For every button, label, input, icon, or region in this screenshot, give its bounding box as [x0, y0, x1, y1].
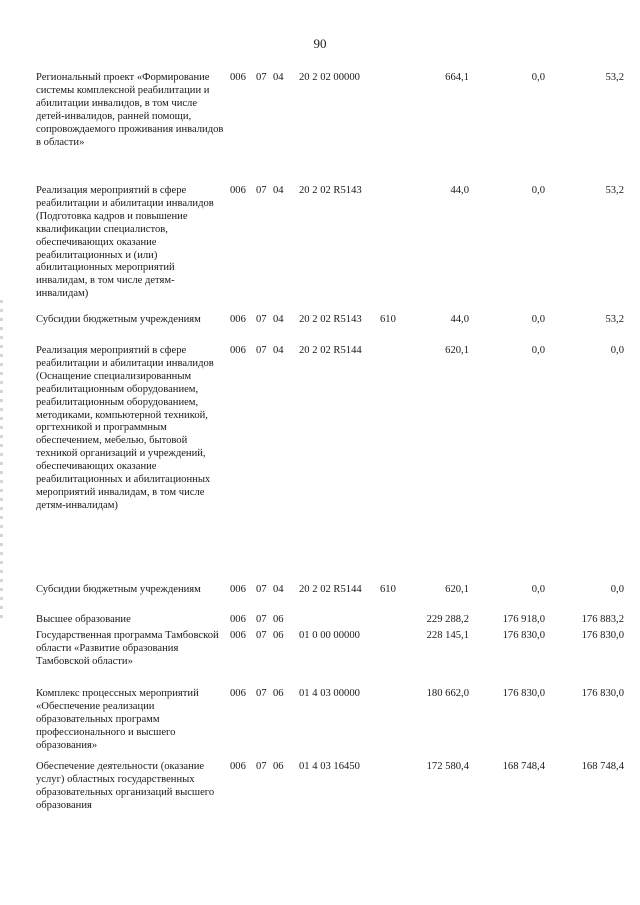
- row-value-year-1: 620,1: [445, 345, 469, 356]
- row-section-code: 07: [256, 72, 267, 83]
- row-ministry-code: 006: [230, 761, 246, 772]
- row-subsection-code: 04: [273, 185, 284, 196]
- row-section-code: 07: [256, 630, 267, 641]
- row-section-code: 07: [256, 761, 267, 772]
- row-name: Государственная программа Тамбовской области «Развитие образования Тамбовской области»: [36, 630, 219, 667]
- row-target-code: 01 4 03 00000: [299, 688, 360, 699]
- row-subsection-code: 04: [273, 72, 284, 83]
- row-subsection-code: 06: [273, 688, 284, 699]
- row-target-code: 20 2 02 R5143: [299, 185, 362, 196]
- row-value-year-1: 229 288,2: [426, 614, 469, 625]
- row-value-year-2: 0,0: [531, 185, 545, 196]
- row-value-year-2: 176 830,0: [502, 688, 545, 699]
- row-value-year-2: 0,0: [531, 314, 545, 325]
- row-subsection-code: 06: [273, 761, 284, 772]
- row-name: Реализация мероприятий в сфере реабилитации и абилитации инвалидов (Подготовка кадров и повышение квалификации специалистов, обеспечивающих оказание реабилитационных и (или) абилитационных мероприятий инвалидам, в том числе детям-инвалидам): [36, 185, 214, 300]
- scan-edge-marks: [0, 300, 3, 620]
- row-section-code: 07: [256, 185, 267, 196]
- row-value-year-2: 176 918,0: [502, 614, 545, 625]
- row-value-year-1: 620,1: [445, 584, 469, 595]
- row-target-code: 01 0 00 00000: [299, 630, 360, 641]
- row-subsection-code: 04: [273, 345, 284, 356]
- row-value-year-1: 172 580,4: [426, 761, 469, 772]
- row-expense-type: 610: [380, 314, 396, 325]
- row-ministry-code: 006: [230, 345, 246, 356]
- row-section-code: 07: [256, 345, 267, 356]
- row-value-year-3: 53,2: [605, 314, 624, 325]
- row-section-code: 07: [256, 584, 267, 595]
- row-name: Высшее образование: [36, 614, 131, 625]
- row-subsection-code: 04: [273, 584, 284, 595]
- row-value-year-1: 44,0: [450, 314, 469, 325]
- row-target-code: 01 4 03 16450: [299, 761, 360, 772]
- row-section-code: 07: [256, 314, 267, 325]
- row-name: Обеспечение деятельности (оказание услуг) областных государственных образовательных организаций высшего образования: [36, 761, 215, 811]
- row-target-code: 20 2 02 R5144: [299, 345, 362, 356]
- row-target-code: 20 2 02 R5143: [299, 314, 362, 325]
- row-target-code: 20 2 02 R5144: [299, 584, 362, 595]
- page-number: 90: [313, 36, 327, 51]
- row-value-year-3: 0,0: [610, 584, 624, 595]
- row-ministry-code: 006: [230, 314, 246, 325]
- row-ministry-code: 006: [230, 614, 246, 625]
- row-target-code: 20 2 02 00000: [299, 72, 360, 83]
- row-name: Реализация мероприятий в сфере реабилитации и абилитации инвалидов (Оснащение специализированным реабилитационным оборудованием, реабилитационным оборудованием, методиками, компьютерной техникой, оргтехникой и программным обеспечением, мебелью, бытовой техникой организаций и учреждений, обеспечивающих оказание реабилитационных и абилитационных мероприятий инвалидам, в том числе детям-инвалидам): [36, 345, 214, 511]
- row-section-code: 07: [256, 688, 267, 699]
- row-ministry-code: 006: [230, 584, 246, 595]
- row-value-year-2: 0,0: [531, 584, 545, 595]
- row-value-year-2: 168 748,4: [502, 761, 545, 772]
- row-value-year-3: 176 830,0: [581, 630, 624, 641]
- row-value-year-2: 176 830,0: [502, 630, 545, 641]
- row-value-year-2: 0,0: [531, 345, 545, 356]
- row-value-year-3: 176 883,2: [581, 614, 624, 625]
- row-ministry-code: 006: [230, 72, 246, 83]
- row-subsection-code: 06: [273, 630, 284, 641]
- row-section-code: 07: [256, 614, 267, 625]
- row-ministry-code: 006: [230, 630, 246, 641]
- row-value-year-3: 168 748,4: [581, 761, 624, 772]
- row-subsection-code: 06: [273, 614, 284, 625]
- row-ministry-code: 006: [230, 185, 246, 196]
- row-value-year-1: 664,1: [445, 72, 469, 83]
- row-name: Субсидии бюджетным учреждениям: [36, 314, 201, 325]
- row-expense-type: 610: [380, 584, 396, 595]
- row-value-year-2: 0,0: [531, 72, 545, 83]
- row-ministry-code: 006: [230, 688, 246, 699]
- row-value-year-1: 228 145,1: [426, 630, 469, 641]
- row-name: Комплекс процессных мероприятий «Обеспечение реализации образовательных программ профессионального и высшего образования»: [36, 688, 199, 751]
- row-name: Региональный проект «Формирование системы комплексной реабилитации и абилитации инвалидов, в том числе детей-инвалидов, ранней помощи, сопровождаемого проживания инвалидов в области»: [36, 72, 224, 148]
- row-value-year-3: 53,2: [605, 72, 624, 83]
- row-value-year-1: 44,0: [450, 185, 469, 196]
- row-value-year-1: 180 662,0: [426, 688, 469, 699]
- row-subsection-code: 04: [273, 314, 284, 325]
- row-name: Субсидии бюджетным учреждениям: [36, 584, 201, 595]
- row-value-year-3: 53,2: [605, 185, 624, 196]
- row-value-year-3: 176 830,0: [581, 688, 624, 699]
- row-value-year-3: 0,0: [610, 345, 624, 356]
